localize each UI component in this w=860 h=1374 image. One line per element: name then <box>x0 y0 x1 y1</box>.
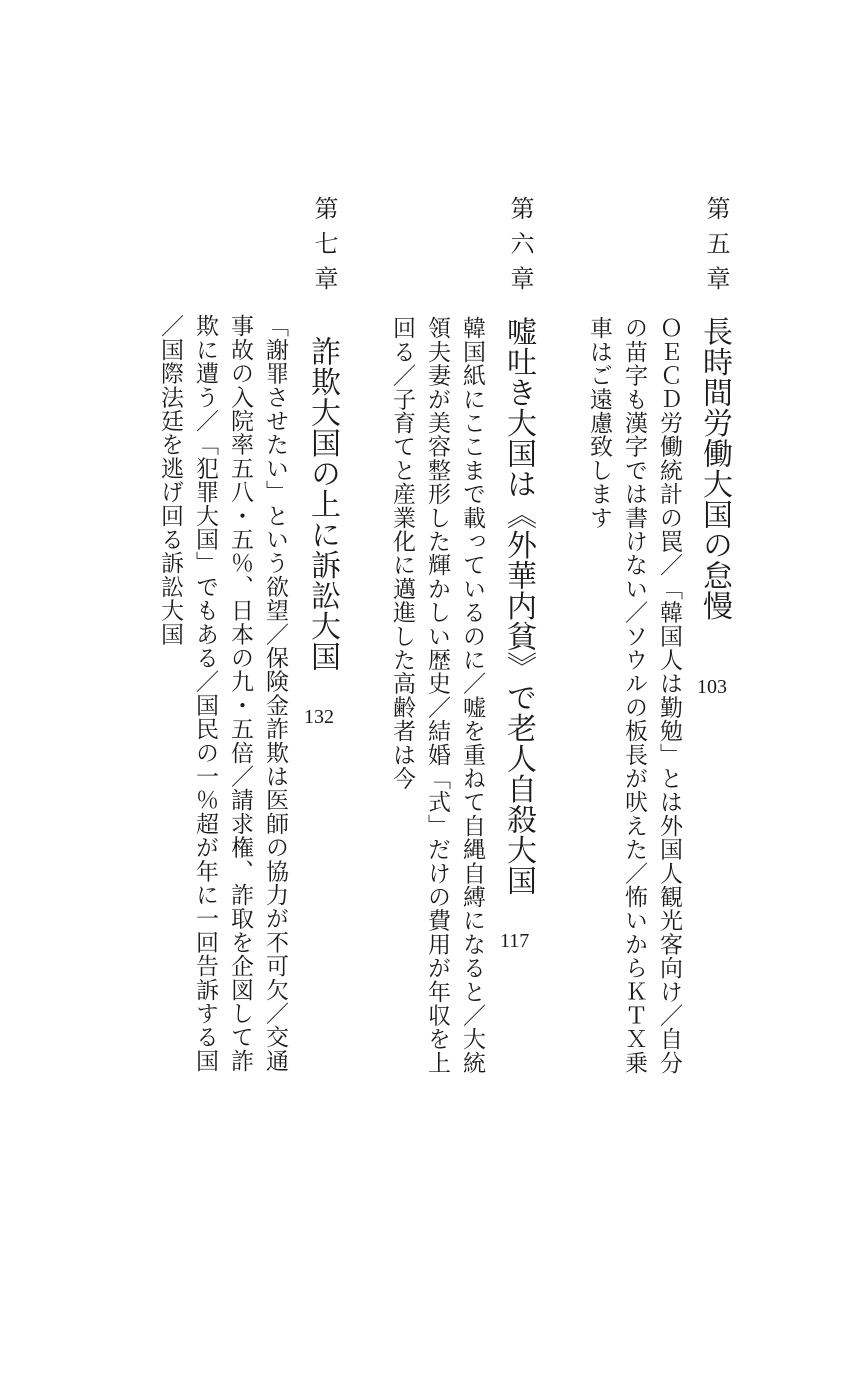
chapter-7-summary-line-2: 事故の入院率五八・五％、日本の九・五倍／請求権、詐取を企図して詐 <box>227 314 253 1073</box>
chapter-7-summary-line-4: ／国際法廷を逃げ回る訴訟大国 <box>157 314 183 646</box>
chapter-5-page-number: 103 <box>697 676 727 698</box>
chapter-7-summary-line-1: 「謝罪させたい」という欲望／保険金詐欺は医師の協力が不可欠／交通 <box>262 314 288 1073</box>
chapter-7-page-number: 132 <box>304 706 334 728</box>
chapter-5-title: 長時間労働大国の怠慢 <box>697 316 732 621</box>
chapter-6-label: 第六章 <box>506 196 534 301</box>
chapter-5-summary-line-1: ＯＥＣＤ労働統計の罠／「韓国人は勤勉」とは外国人観光客向け／自分 <box>656 316 682 1075</box>
chapter-5-summary-line-2: の苗字も漢字では書けない／ソウルの板長が吠えた／怖いからＫＴＸ乗 <box>621 316 647 1075</box>
chapter-5-summary-line-3: 車はご遠慮致します <box>586 316 612 530</box>
chapter-7-summary-line-3: 欺に遭う／「犯罪大国」でもある／国民の一％超が年に一回告訴する国 <box>192 314 218 1073</box>
chapter-6-page-number: 117 <box>500 930 530 952</box>
chapter-6-summary-line-3: 回る／子育てと産業化に邁進した高齢者は今 <box>389 316 415 790</box>
chapter-5-label: 第五章 <box>702 196 730 301</box>
chapter-7-label: 第七章 <box>310 196 338 301</box>
chapter-6-summary-line-1: 韓国紙にここまで載っているのに／嘘を重ねて自縄自縛になると／大統 <box>459 316 485 1075</box>
chapter-6-title: 嘘吐き大国は《外華内貧》で老人自殺大国 <box>501 316 536 896</box>
chapter-7-title: 詐欺大国の上に訴訟大国 <box>305 336 340 672</box>
chapter-6-summary-line-2: 領夫妻が美容整形した輝かしい歴史／結婚「式」だけの費用が年収を上 <box>424 316 450 1075</box>
